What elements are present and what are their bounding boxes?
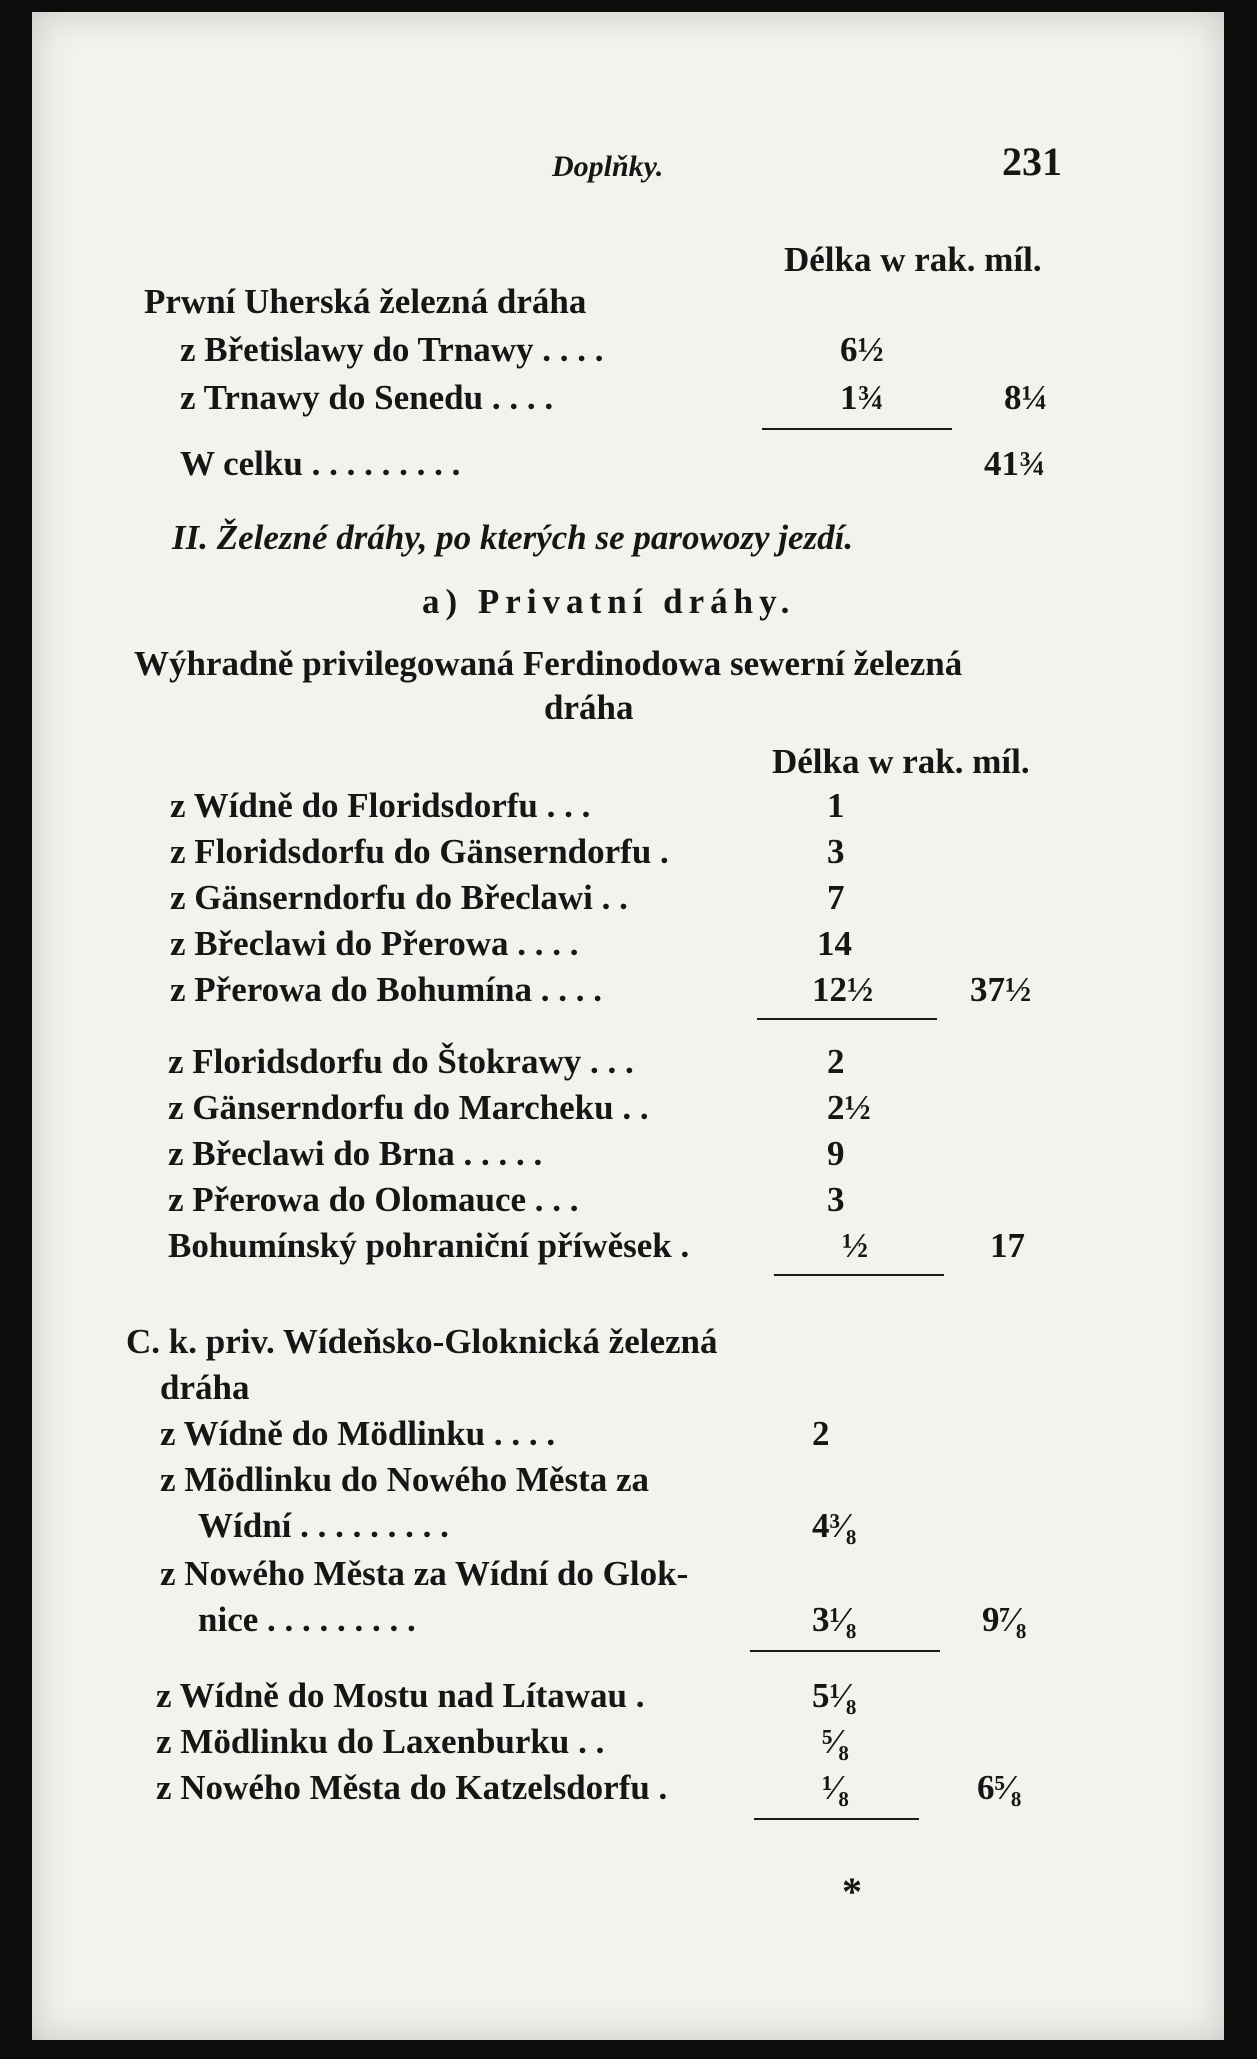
table-row-value: 9: [827, 1134, 845, 1173]
subsection-heading: a) Privatní dráhy.: [422, 582, 796, 621]
column-header-length: Délka w rak. míl.: [772, 742, 1030, 781]
railway-title: Wýhradně privilegowaná Ferdinodowa sewerní železná: [134, 644, 963, 683]
table-row-value: ½: [842, 1226, 869, 1265]
table-row-label: z Gänserndorfu do Marcheku . .: [168, 1088, 649, 1127]
table-row-value: ⁵⁄₈: [822, 1722, 849, 1761]
sum-rule: [750, 1650, 940, 1652]
table-row-value: 2: [827, 1042, 845, 1081]
table-row-value: 1: [827, 786, 845, 825]
table-row-value: 3: [827, 1180, 845, 1219]
table-row-value: 1¾: [840, 378, 884, 417]
table-row-label: z Přerowa do Bohumína . . . .: [170, 970, 602, 1009]
table-row-total: 17: [990, 1226, 1025, 1265]
table-row-value: 3¹⁄₈: [812, 1600, 857, 1639]
table-row-label: z Floridsdorfu do Gänserndorfu .: [170, 832, 669, 871]
table-row-value: 5¹⁄₈: [812, 1676, 857, 1715]
table-row-value: 4³⁄₈: [812, 1506, 857, 1545]
table-row-value: 3: [827, 832, 845, 871]
sum-rule: [754, 1818, 919, 1820]
table-row-label: nice . . . . . . . . .: [198, 1600, 416, 1639]
signature-mark: *: [842, 1869, 862, 1914]
section-title: Prwní Uherská železná dráha: [144, 282, 587, 321]
column-header-length: Délka w rak. míl.: [784, 240, 1042, 279]
table-row-label: z Floridsdorfu do Štokrawy . . .: [168, 1042, 634, 1081]
table-row-value: ¹⁄₈: [822, 1768, 849, 1807]
table-row-label: Wídní . . . . . . . . .: [198, 1506, 449, 1545]
book-page: [32, 12, 1224, 2040]
table-row-label: Bohumínský pohraniční příwěsek .: [168, 1226, 690, 1265]
table-row-total: 37½: [970, 970, 1032, 1009]
running-title: Doplňky.: [552, 150, 664, 183]
railway-title: C. k. priv. Wídeňsko-Gloknická železná: [126, 1322, 718, 1361]
table-row-value: 14: [817, 924, 852, 963]
railway-title-continued: dráha: [544, 688, 634, 727]
table-row-label: z Přerowa do Olomauce . . .: [168, 1180, 579, 1219]
table-row-label: z Břeclawi do Brna . . . . .: [168, 1134, 543, 1173]
section-heading: II. Železné dráhy, po kterých se parowozy jezdí.: [172, 518, 854, 557]
table-row-label: z Wídně do Floridsdorfu . . .: [170, 786, 591, 825]
sum-rule: [774, 1274, 944, 1276]
table-row-total: 9⁷⁄₈: [982, 1600, 1027, 1639]
table-row-label: z Wídně do Mostu nad Lítawau .: [156, 1676, 645, 1715]
table-row-label: z Břetislawy do Trnawy . . . .: [180, 330, 604, 369]
table-row-value: 2: [812, 1414, 830, 1453]
table-row-label: z Břeclawi do Přerowa . . . .: [170, 924, 579, 963]
table-row-label: z Wídně do Mödlinku . . . .: [160, 1414, 556, 1453]
table-row-value: 12½: [812, 970, 874, 1009]
table-row-total: 8¼: [1004, 378, 1048, 417]
table-row-label: z Nowého Města za Wídní do Glok-: [160, 1554, 689, 1593]
railway-title-continued: dráha: [160, 1368, 250, 1407]
table-row-value: 6½: [840, 330, 884, 369]
table-row-label: z Gänserndorfu do Břeclawi . .: [170, 878, 628, 917]
table-row-label: z Mödlinku do Nowého Města za: [160, 1460, 650, 1499]
sum-rule: [762, 428, 952, 430]
table-row-total: 6⁵⁄₈: [977, 1768, 1022, 1807]
page-number: 231: [1002, 139, 1062, 184]
table-row-label: z Nowého Města do Katzelsdorfu .: [156, 1768, 668, 1807]
table-row-label: z Mödlinku do Laxenburku . .: [156, 1722, 605, 1761]
table-row-value: 7: [827, 878, 845, 917]
grand-total-value: 41¾: [984, 444, 1046, 483]
table-row-label: z Trnawy do Senedu . . . .: [180, 378, 554, 417]
sum-rule: [757, 1018, 937, 1020]
table-row-value: 2½: [827, 1088, 871, 1127]
grand-total-label: W celku . . . . . . . . .: [180, 444, 461, 483]
